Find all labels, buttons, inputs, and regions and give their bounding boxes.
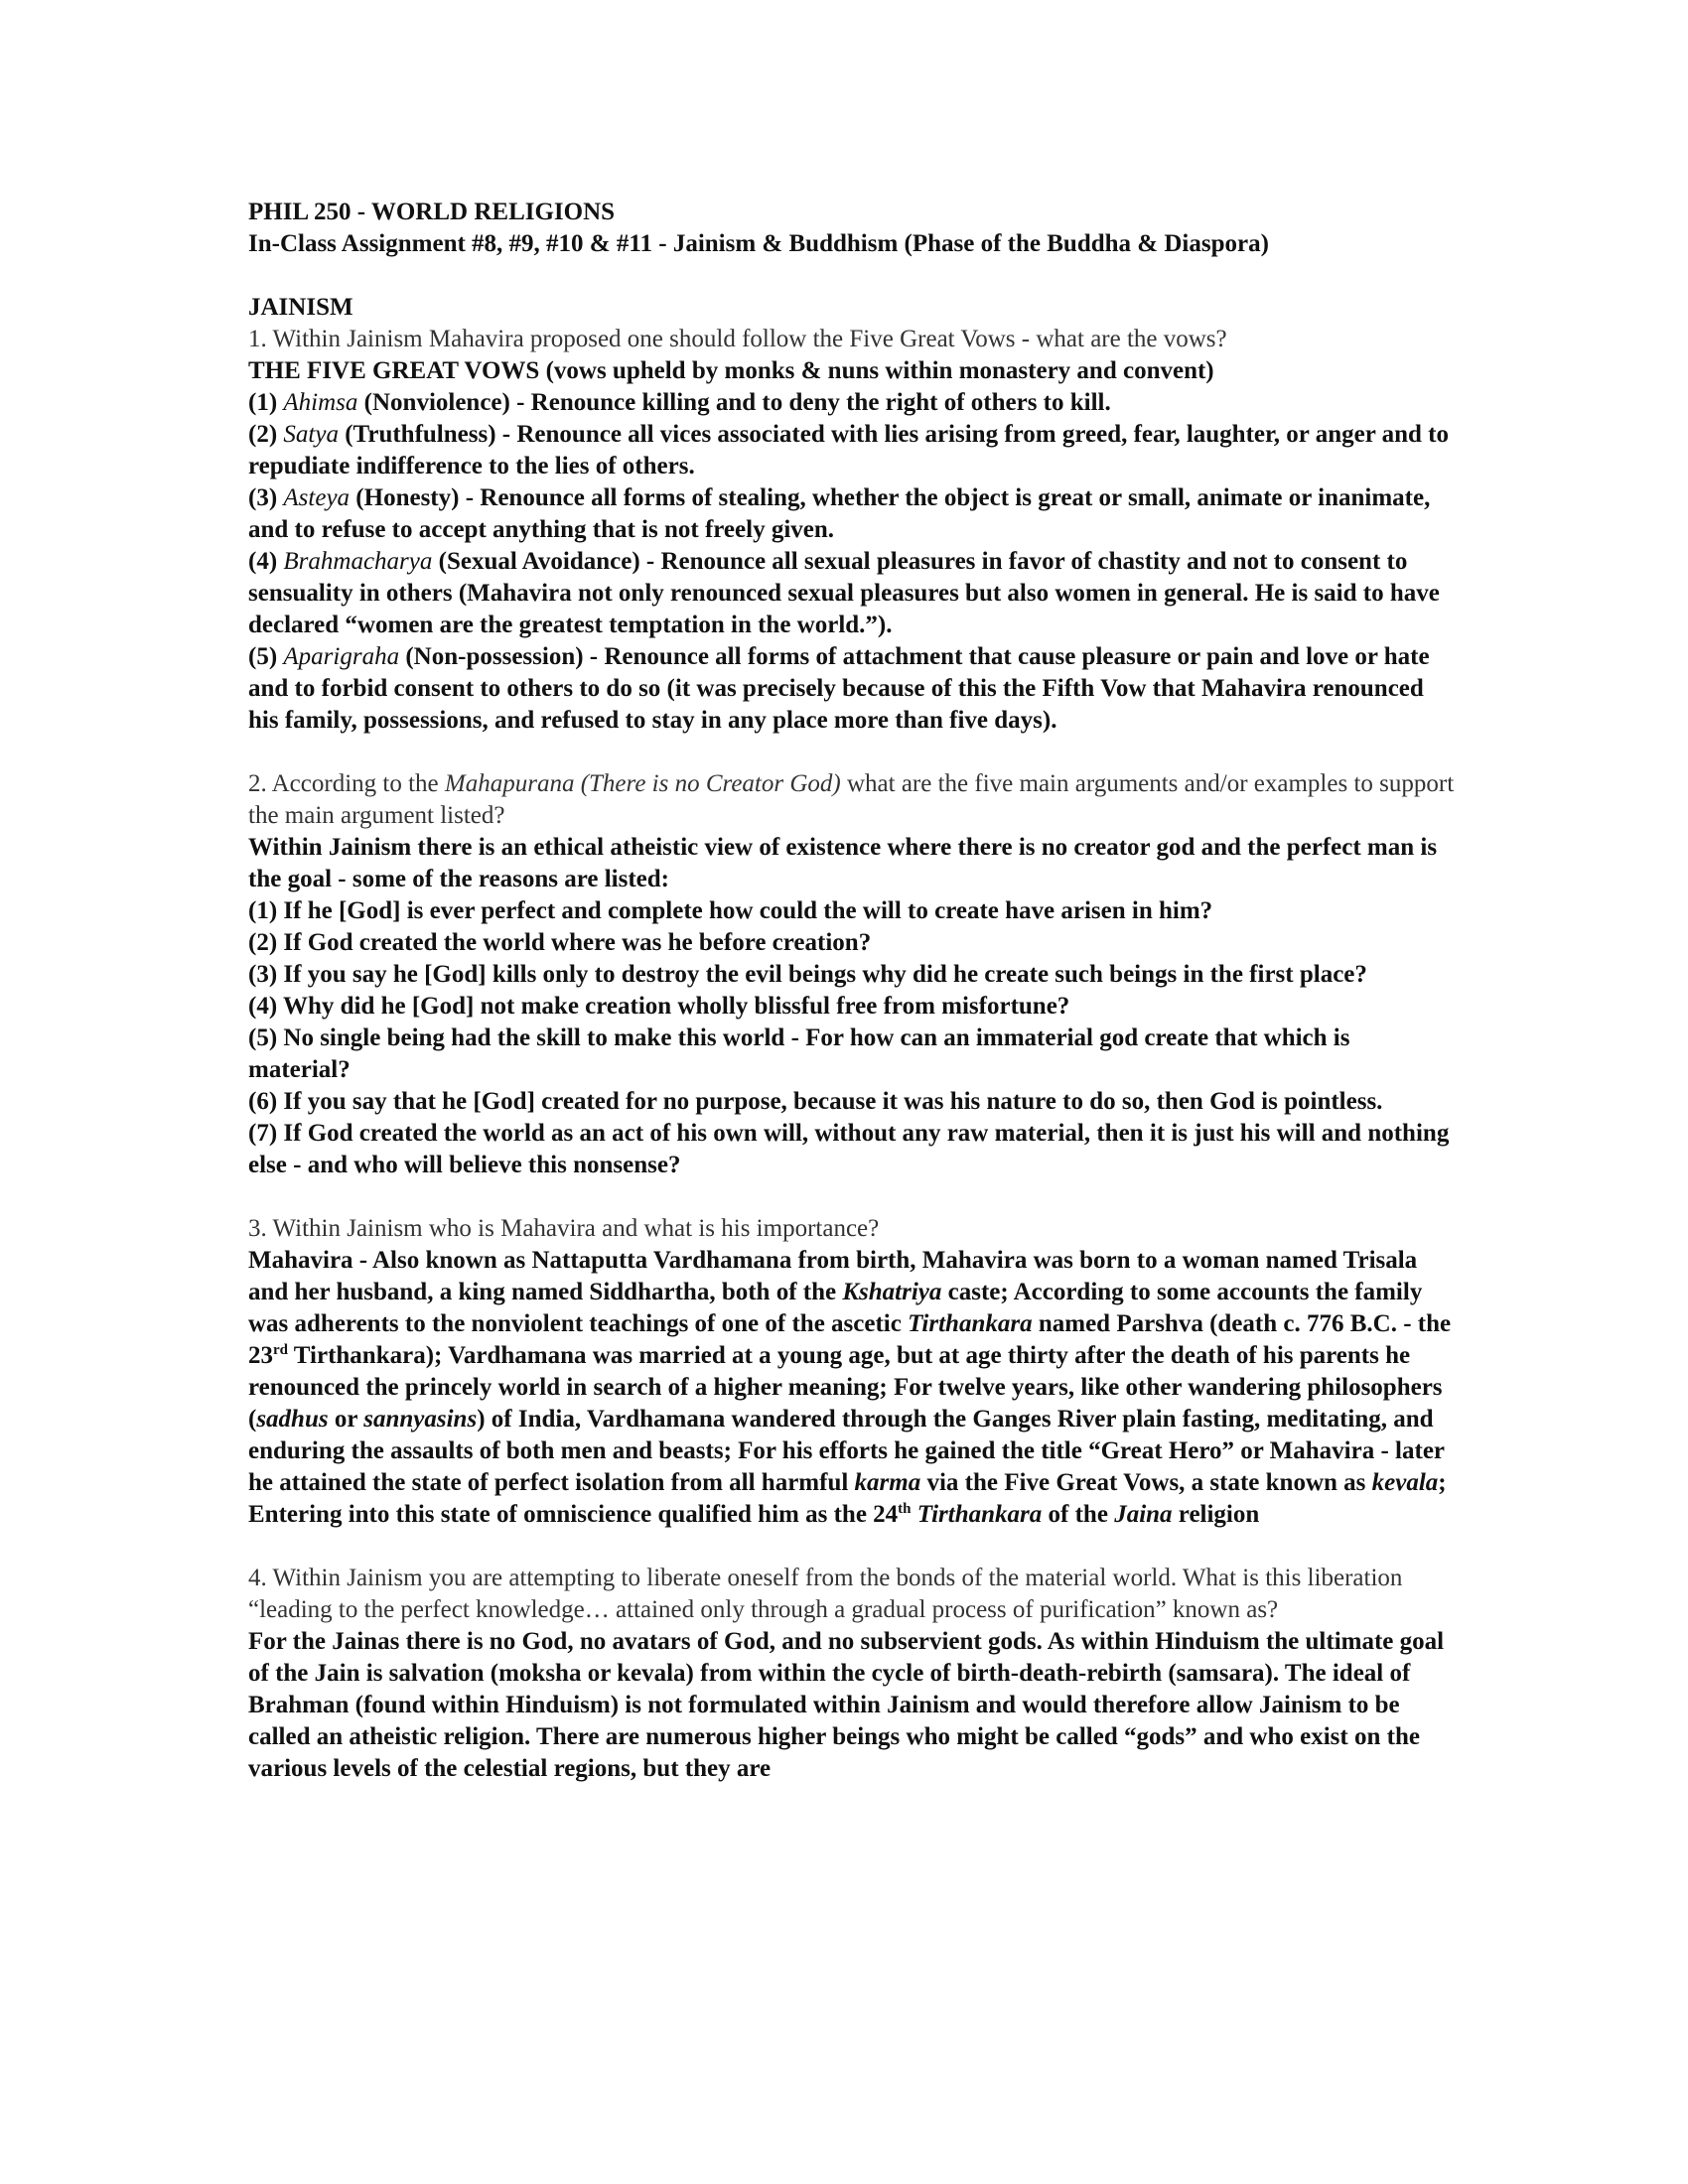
assignment-title: In-Class Assignment #8, #9, #10 & #11 - Jainism & Buddhism (Phase of the Buddha & Diaspora) (248, 230, 1269, 257)
vows-heading: THE FIVE GREAT VOWS (vows upheld by monks & nuns within monastery and convent) (248, 357, 1214, 384)
reason-item: (5) No single being had the skill to make this world - For how can an immaterial god create that which is material? (248, 1024, 1350, 1083)
document-page (248, 197, 1455, 1785)
reason-item: (3) If you say he [God] kills only to destroy the evil beings why did he create such beings in the first place? (248, 961, 1367, 988)
reason-item: (2) If God created the world where was he before creation? (248, 929, 872, 956)
reason-item: (1) If he [God] is ever perfect and complete how could the will to create have arisen in him? (248, 897, 1213, 924)
reason-item: (7) If God created the world as an act of his own will, without any raw material, then it is just his will and nothing else - and who will believe this nonsense? (248, 1120, 1450, 1178)
answer-2-intro: Within Jainism there is an ethical atheistic view of existence where there is no creator god and the perfect man is the goal - some of the reasons are listed: (248, 834, 1438, 892)
vow-item: (2) Satya (Truthfulness) - Renounce all vices associated with lies arising from greed, fear, laughter, or anger and to repudiate indifference to the lies of others. (248, 421, 1449, 479)
question-1: 1. Within Jainism Mahavira proposed one should follow the Five Great Vows - what are the vows? (248, 326, 1227, 352)
reason-item: (4) Why did he [God] not make creation wholly blissful free from misfortune? (248, 993, 1070, 1020)
question-2: 2. According to the Mahapurana (There is no Creator God) what are the five main arguments and/or examples to support the main argument listed? (248, 770, 1455, 829)
answer-4: For the Jainas there is no God, no avatars of God, and no subservient gods. As within Hinduism the ultimate goal of the Jain is salvation (moksha or kevala) from within the cycle of birth-death-rebirth (samsara). The ideal of Brahman (found within Hinduism) is not formulated within Jainism and would therefore allow Jainism to be called an atheistic religion. There are numerous higher beings who might be called “gods” and who exist on the various levels of the celestial regions, but they are (248, 1628, 1445, 1782)
course-title: PHIL 250 - WORLD RELIGIONS (248, 199, 616, 225)
vow-item: (4) Brahmacharya (Sexual Avoidance) - Renounce all sexual pleasures in favor of chastity and not to consent to sensuality in others (Mahavira not only renounced sexual pleasures but also women in general. He is said to have declared “women are the greatest temptation in the world.”). (248, 548, 1440, 638)
vow-item: (5) Aparigraha (Non-possession) - Renounce all forms of attachment that cause pleasure or pain and love or hate and to forbid consent to others to do so (it was precisely because of this the Fifth Vow that Mahavira renounced his family, possessions, and refused to stay in any place more than five days). (248, 643, 1430, 734)
vow-text: (Nonviolence) - Renounce killing and to deny the right of others to kill. (357, 389, 1111, 416)
answer-3: Mahavira - Also known as Nattaputta Vardhamana from birth, Mahavira was born to a woman named Trisala and her husband, a king named Siddhartha, both of the Kshatriya caste; According to some accounts the family was adherents to the nonviolent teachings of one of the ascetic Tirthankara named Parshva (death c. 776 B.C. - the 23rd Tirthankara); Vardhamana was married at a young age, but at age thirty after the death of his parents he renounced the princely world in search of a higher meaning; For twelve years, like other wandering philosophers (sadhus or sannyasins) of India, Vardhamana wandered through the Ganges River plain fasting, meditating, and enduring the assaults of both men and beasts; For his efforts he gained the title “Great Hero” or Mahavira - later he attained the state of perfect isolation from all harmful karma via the Five Great Vows, a state known as kevala; Entering into this state of omniscience qualified him as the 24th Tirthankara of the Jaina religion (248, 1247, 1452, 1528)
question-4: 4. Within Jainism you are attempting to liberate oneself from the bonds of the material world. What is this liberation “leading to the perfect knowledge… attained only through a gradual process of purification” known as? (248, 1565, 1403, 1623)
question-3: 3. Within Jainism who is Mahavira and what is his importance? (248, 1215, 880, 1242)
vow-item: (1) Ahimsa (Nonviolence) - Renounce killing and to deny the right of others to kill. (248, 389, 1111, 416)
vow-item: (3) Asteya (Honesty) - Renounce all forms of stealing, whether the object is great or small, animate or inanimate, and to refuse to accept anything that is not freely given. (248, 484, 1431, 543)
reason-item: (6) If you say that he [God] created for no purpose, because it was his nature to do so, then God is pointless. (248, 1088, 1383, 1115)
section-title: JAINISM (248, 294, 353, 321)
